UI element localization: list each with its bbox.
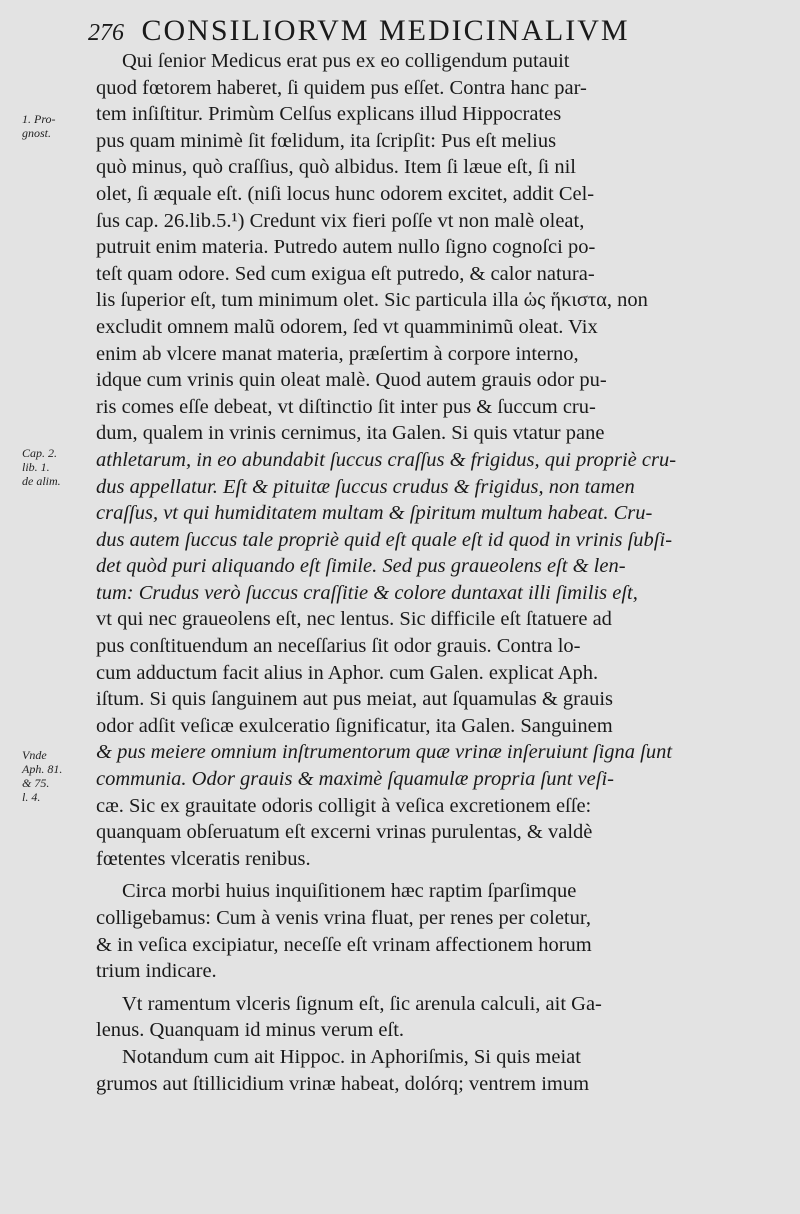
text-line: Vt ramentum vlceris ſignum eſt, ſic arenula calculi, ait Ga- (122, 992, 602, 1015)
text-line: & in veſica excipiatur, neceſſe eſt vrinam affectionem horum (96, 933, 592, 956)
text-line: Notandum cum ait Hippoc. in Aphoriſmis, Si quis meiat (122, 1045, 581, 1068)
margin-note-de-alim: Cap. 2. lib. 1. de alim. (22, 446, 61, 488)
text-line: trium indicare. (96, 960, 217, 983)
text-line: & pus meiere omnium inſtrumentorum quæ vrinæ inſeruiunt ſigna ſunt (96, 741, 673, 764)
page-number: 276 (88, 20, 124, 46)
text-line: fœtentes vlceratis renibus. (96, 847, 311, 870)
text-line: craſſus, vt qui humiditatem multam & ſpiritum multum habeat. Cru- (96, 502, 653, 525)
text-line: enim ab vlcere manat materia, præſertim à corpore interno, (96, 342, 579, 365)
text-line: putruit enim materia. Putredo autem nullo ſigno cognoſci po- (96, 236, 596, 259)
text-line: lis ſuperior eſt, tum minimum olet. Sic particula illa ὡς ἥκιστα, non (96, 289, 648, 312)
text-line: idque cum vrinis quin oleat malè. Quod autem grauis odor pu- (96, 369, 607, 392)
margin-note-prognost: 1. Pro- gnost. (22, 112, 56, 140)
text-line: det quòd puri aliquando eſt ſimile. Sed pus graueolens eſt & len- (96, 555, 626, 578)
text-line: cum adductum facit alius in Aphor. cum Galen. explicat Aph. (96, 661, 599, 684)
text-line: dus appellatur. Eſt & pituitæ ſuccus crudus & frigidus, non tamen (96, 475, 635, 498)
text-line: excludit omnem malũ odorem, ſed vt quamminimũ oleat. Vix (96, 315, 598, 338)
text-line: Circa morbi huius inquiſitionem hæc raptim ſparſimque (122, 880, 577, 903)
text-line: quò minus, quò craſſius, quò albidus. Item ſi læue eſt, ſi nil (96, 156, 576, 179)
text-line: iſtum. Si quis ſanguinem aut pus meiat, aut ſquamulas & grauis (96, 688, 613, 711)
text-line: pus conſtituendum an neceſſarius ſit odor grauis. Contra lo- (96, 635, 581, 658)
text-line: dum, qualem in vrinis cernimus, ita Galen. Si quis vtatur pane (96, 422, 605, 445)
text-line: tem inſiſtitur. Primùm Celſus explicans illud Hippocrates (96, 103, 562, 126)
text-line: teſt quam odore. Sed cum exigua eſt putredo, & calor natura- (96, 262, 595, 285)
text-line: olet, ſi æquale eſt. (niſi locus hunc odorem excitet, addit Cel- (96, 182, 595, 205)
text-line: tum: Crudus verò ſuccus craſſitie & colore duntaxat illi ſimilis eſt, (96, 581, 638, 604)
body-text (96, 48, 786, 1097)
text-line: communia. Odor grauis & maximè ſquamulæ propria ſunt veſi- (96, 768, 614, 791)
text-line: ris comes eſſe debeat, vt diſtinctio ſit inter pus & ſuccum cru- (96, 395, 596, 418)
text-line: ſus cap. 26.lib.5.¹) Credunt vix fieri poſſe vt non malè oleat, (96, 209, 585, 232)
text-line: grumos aut ſtillicidium vrinæ habeat, dolórq; ventrem imum (96, 1072, 590, 1095)
text-line: quod fœtorem haberet, ſi quidem pus eſſet. Contra hanc par- (96, 76, 587, 99)
text-line: colligebamus: Cum à venis vrina fluat, per renes per coletur, (96, 907, 592, 929)
margin-note-aph: Vnde Aph. 81. & 75. l. 4. (22, 748, 63, 804)
running-title: CONSILIORVM MEDICINALIVM (141, 14, 630, 47)
text-line: Qui ſenior Medicus erat pus ex eo colligendum putauit (122, 50, 570, 72)
text-line: lenus. Quanquam id minus verum eſt. (96, 1019, 405, 1042)
running-header (88, 14, 778, 48)
text-line: dus autem ſuccus tale propriè quid eſt quale eſt id quod in vrinis ſubſi- (96, 528, 673, 551)
text-line: athletarum, in eo abundabit ſuccus craſſus & frigidus, qui propriè cru- (96, 448, 677, 471)
text-line: vt qui nec graueolens eſt, nec lentus. Sic difficile eſt ſtatuere ad (96, 608, 612, 631)
text-line: quanquam obſeruatum eſt excerni vrinas purulentas, & valdè (96, 821, 593, 844)
text-line: cæ. Sic ex grauitate odoris colligit à veſica excretionem eſſe: (96, 794, 592, 817)
text-line: pus quam minimè ſit fœlidum, ita ſcripſit: Pus eſt melius (96, 129, 557, 152)
text-line: odor adſit veſicæ exulceratio ſignificatur, ita Galen. Sanguinem (96, 714, 613, 737)
